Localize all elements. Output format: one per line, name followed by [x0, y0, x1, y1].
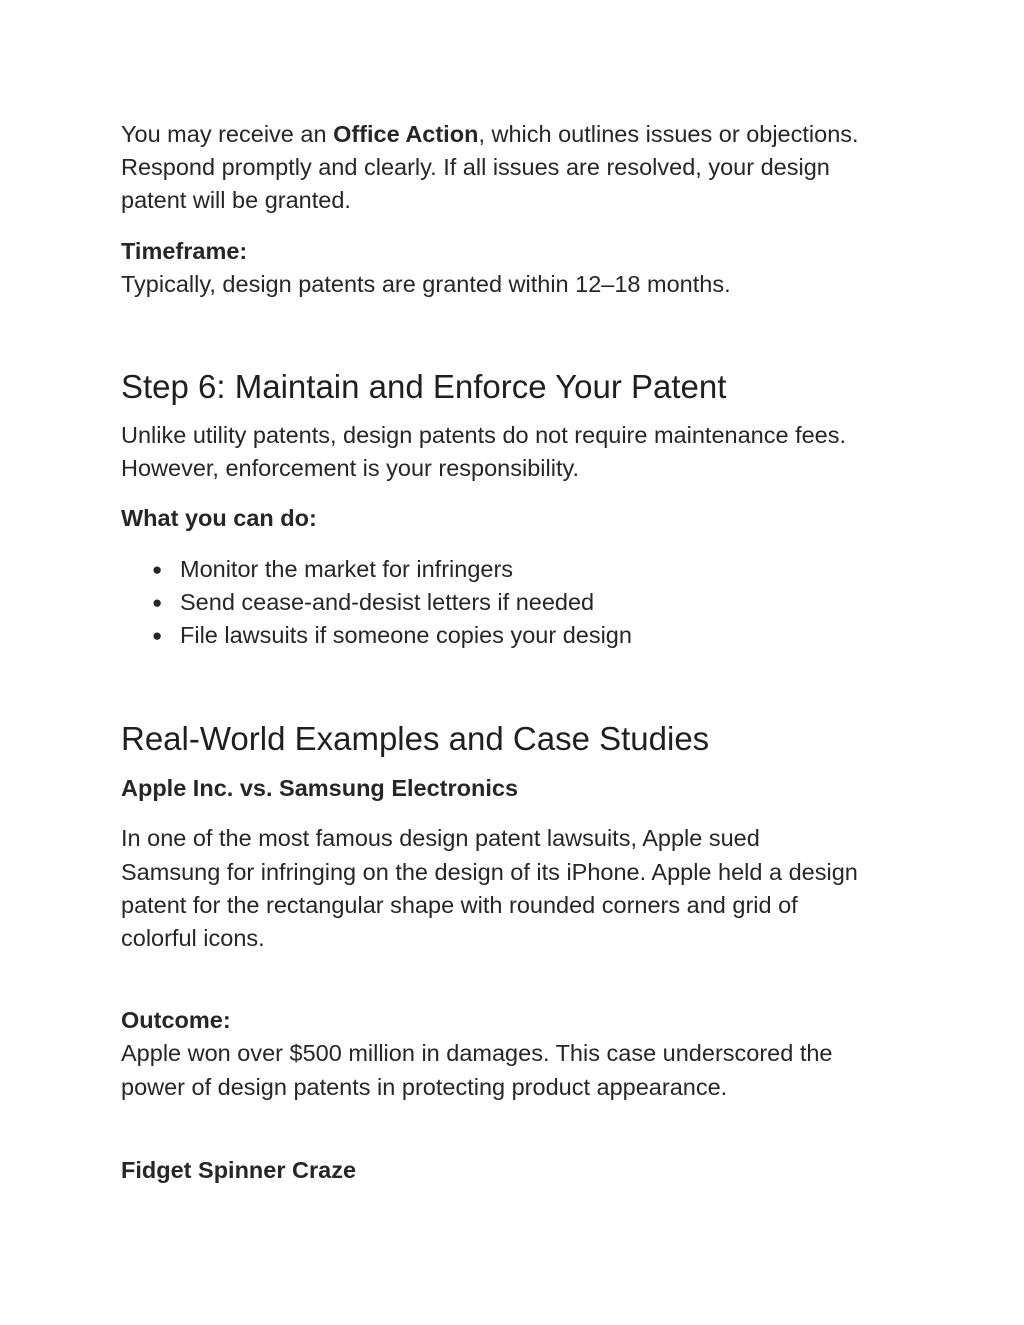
enforcement-list [152, 553, 901, 653]
bullet-icon: ● [152, 559, 163, 579]
step6-heading: Step 6: Maintain and Enforce Your Patent [121, 368, 727, 406]
apple-case-title: Apple Inc. vs. Samsung Electronics [121, 775, 519, 802]
what-you-can-do-label: What you can do: [121, 505, 317, 532]
fidget-case-title: Fidget Spinner Craze [121, 1156, 357, 1183]
examples-heading: Real-World Examples and Case Studies [121, 720, 710, 758]
list-item: ● Monitor the market for infringers [152, 553, 901, 586]
list-item: ● File lawsuits if someone copies your design [152, 619, 901, 652]
office-action-paragraph [121, 118, 881, 218]
step6-paragraph: Unlike utility patents, design patents do not require maintenance fees. However, enforcement is your responsibility. [121, 422, 847, 482]
apple-case-paragraph: In one of the most famous design patent lawsuits, Apple sued Samsung for infringing on the design of its iPhone. Apple held a design patent for the rectangular shape with rounded corners and grid of colorful icons. [121, 825, 858, 952]
outcome-text: Apple won over $500 million in damages. This case underscored the power of design patents in protecting product appearance. [121, 1040, 833, 1100]
office-action-prefix: You may receive an [121, 121, 334, 147]
office-action-suffix: , which outlines issues or objections. Respond promptly and clearly. If all issues are resolved, your design patent will be granted. [121, 121, 859, 214]
document-page [121, 118, 901, 1187]
timeframe-text: Typically, design patents are granted within 12–18 months. [121, 270, 731, 297]
office-action-term: Office Action [333, 121, 479, 147]
timeframe-label: Timeframe: [121, 237, 248, 264]
bullet-icon: ● [152, 626, 163, 646]
outcome-label: Outcome: [121, 1007, 231, 1034]
bullet-icon: ● [152, 592, 163, 612]
list-item: ● Send cease-and-desist letters if needed [152, 586, 901, 619]
